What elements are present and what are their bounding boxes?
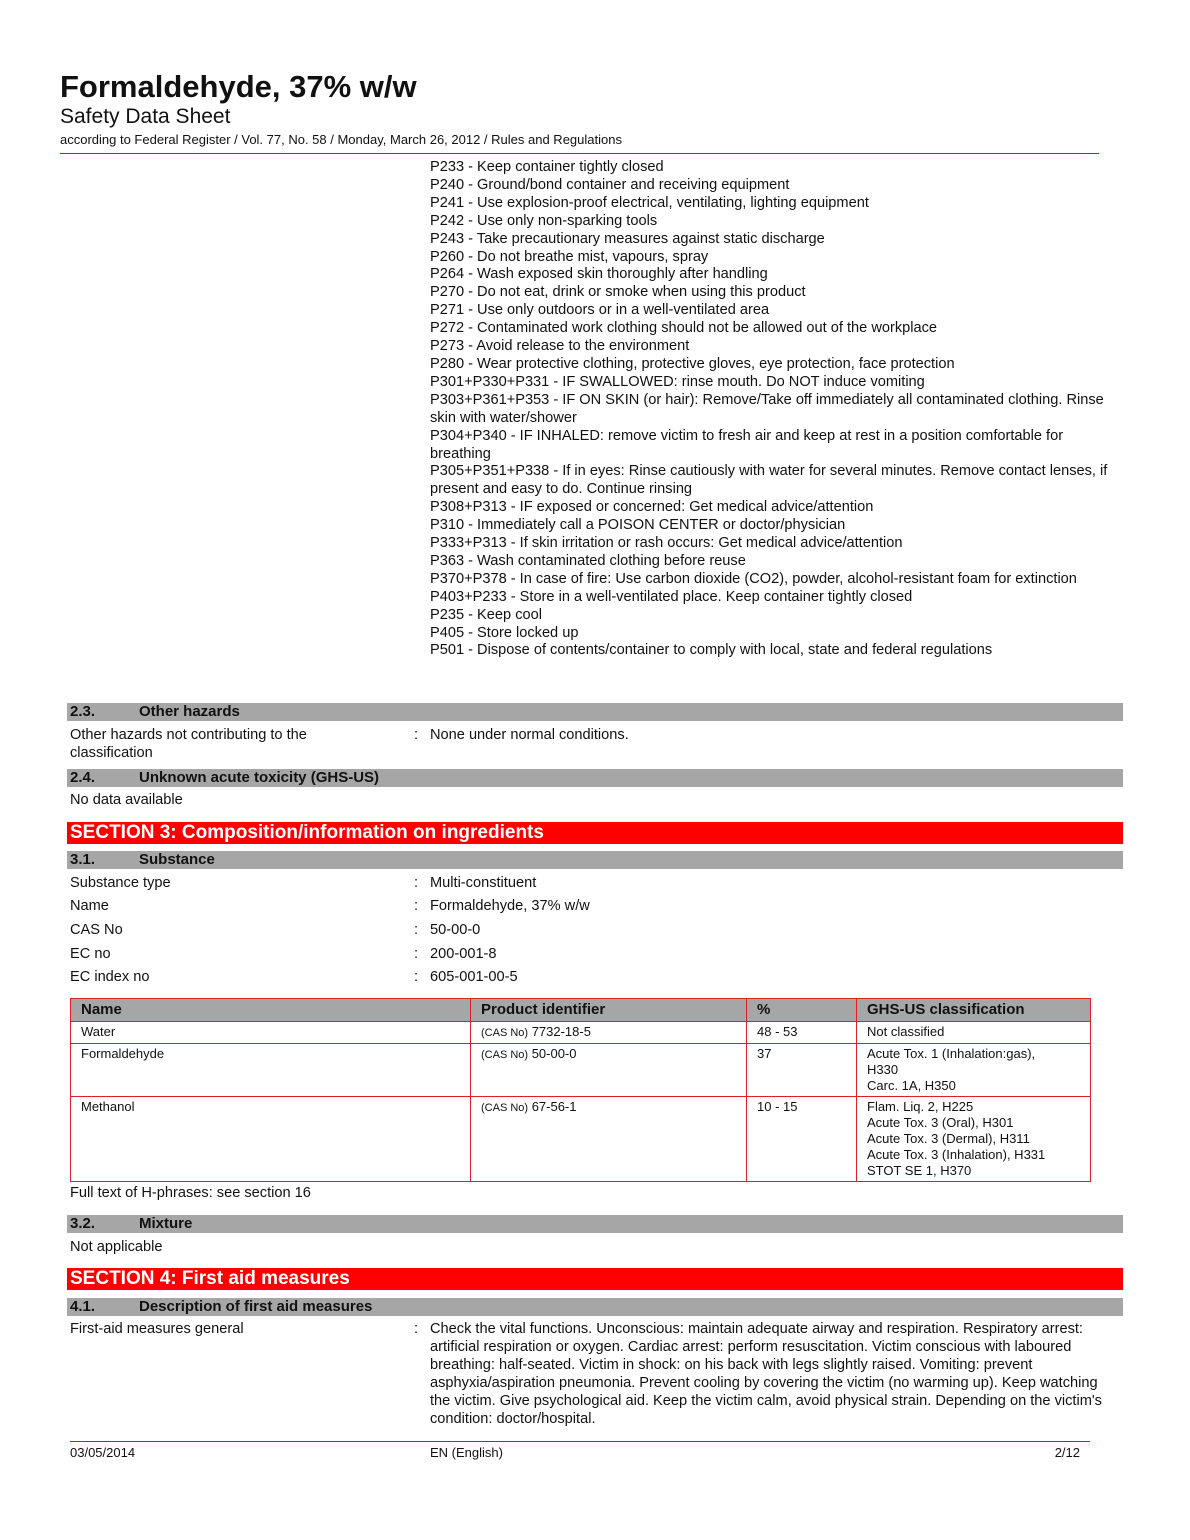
field-colon: : [414,969,419,985]
regulation-reference: according to Federal Register / Vol. 77, No. 58 / Monday, March 26, 2012 / Rules and Regulations [60,132,622,147]
precautionary-statement: P303+P361+P353 - IF ON SKIN (or hair): Remove/Take off immediately all contaminated clothing. Rinse skin with water/shower [430,391,1104,426]
footer-language: EN (English) [430,1445,503,1460]
precautionary-statement: P235 - Keep cool [430,606,542,623]
precautionary-statement: P370+P378 - In case of fire: Use carbon dioxide (CO2), powder, alcohol-resistant foam for extinction [430,570,1077,587]
ghs-line: Acute Tox. 3 (Inhalation), H331 [867,1147,1046,1162]
precautionary-statement: P272 - Contaminated work clothing should not be allowed out of the workplace [430,320,938,337]
ingredient-cas [471,1097,747,1182]
subsection-number: 2.4. [70,769,96,786]
cas-label: (CAS No) [481,1102,529,1114]
field-colon: : [414,898,419,914]
field-colon: : [414,875,419,891]
column-header-ghs-classification: GHS-US classification [857,999,1091,1022]
column-header-product-identifier: Product identifier [471,999,747,1022]
ingredient-cas [471,1044,747,1097]
header-divider [60,153,1099,154]
cas-no-value: 50-00-0 [430,922,481,938]
column-header-name: Name [71,999,471,1022]
precautionary-statement: P242 - Use only non-sparking tools [430,212,658,229]
field-colon: : [414,1321,419,1337]
ec-no-label: EC no [70,946,111,962]
ingredient-percent: 48 - 53 [747,1022,857,1044]
footer-divider [70,1441,1090,1442]
precautionary-statement: P241 - Use explosion-proof electrical, ventilating, lighting equipment [430,194,869,211]
section-header-4 [67,1268,1123,1290]
subsection-number: 3.2. [70,1215,96,1232]
table-row [71,1044,1091,1097]
precautionary-statements-list [430,159,1110,660]
precautionary-statement: P273 - Avoid release to the environment [430,338,690,355]
table-row [71,1022,1091,1044]
document-title: Formaldehyde, 37% w/w [60,69,417,104]
section-title: SECTION 4: First aid measures [70,1268,350,1289]
precautionary-statement: P270 - Do not eat, drink or smoke when using this product [430,284,806,301]
subsection-bar-2-4 [67,769,1123,787]
table-header-row [71,999,1091,1022]
precautionary-statement: P304+P340 - IF INHALED: remove victim to fresh air and keep at rest in a position comfortable for breathing [430,427,1064,462]
ingredients-table [70,998,1091,1182]
precautionary-statement: P240 - Ground/bond container and receiving equipment [430,176,790,193]
subsection-title: Unknown acute toxicity (GHS-US) [139,769,380,786]
cas-no-label: CAS No [70,922,123,938]
first-aid-general-value: Check the vital functions. Unconscious: maintain adequate airway and respiration. Respiratory arrest: artificial respiration or oxygen. Cardiac arrest: perform resuscitation. Victim conscious with laboured breathing: half-seated. Victim in shock: on his back with legs slightly raised. Vomiting: prevent asphyxia/aspiration pneumonia. Prevent cooling by covering the victim (no warming up). Keep watching the victim. Give psychological aid. Keep the victim calm, avoid physical strain. Depending on the victim's condition: doctor/hospital. [430,1321,1102,1427]
substance-type-label: Substance type [70,875,171,891]
acute-toxicity-text: No data available [70,792,183,808]
ghs-line: Flam. Liq. 2, H225 [867,1099,974,1114]
ec-no-value: 200-001-8 [430,946,497,962]
subsection-title: Substance [139,851,215,868]
ingredient-percent: 37 [747,1044,857,1097]
cas-number: 67-56-1 [531,1099,577,1114]
name-value: Formaldehyde, 37% w/w [430,898,590,914]
ingredient-name: Methanol [71,1097,471,1182]
subsection-title: Other hazards [139,703,240,720]
table-row [71,1097,1091,1182]
cas-label: (CAS No) [481,1027,529,1039]
precautionary-statement: P301+P330+P331 - IF SWALLOWED: rinse mouth. Do NOT induce vomiting [430,373,925,390]
precautionary-statement: P308+P313 - IF exposed or concerned: Get medical advice/attention [430,499,874,516]
ghs-line: H330 [867,1062,899,1077]
ghs-line: Carc. 1A, H350 [867,1078,956,1093]
field-colon: : [414,922,419,938]
cas-number: 50-00-0 [531,1046,577,1061]
ec-index-no-value: 605-001-00-5 [430,969,518,985]
section-header-3 [67,822,1123,844]
cas-number: 7732-18-5 [531,1024,591,1039]
ingredient-name: Water [71,1022,471,1044]
field-colon: : [414,946,419,962]
precautionary-statement: P243 - Take precautionary measures against static discharge [430,230,825,247]
mixture-text: Not applicable [70,1239,163,1255]
ghs-line: Acute Tox. 3 (Dermal), H311 [867,1131,1030,1146]
subsection-number: 4.1. [70,1298,96,1315]
ghs-line: Not classified [867,1024,945,1039]
precautionary-statement: P405 - Store locked up [430,624,579,641]
precautionary-statement: P501 - Dispose of contents/container to comply with local, state and federal regulations [430,642,993,659]
subsection-bar-3-2 [67,1215,1123,1233]
ingredient-ghs [857,1044,1091,1097]
precautionary-statement: P363 - Wash contaminated clothing before reuse [430,552,746,569]
h-phrases-note: Full text of H-phrases: see section 16 [70,1185,311,1201]
precautionary-statement: P264 - Wash exposed skin thoroughly after handling [430,266,768,283]
ingredient-ghs [857,1097,1091,1182]
footer-date: 03/05/2014 [70,1445,136,1460]
precautionary-statement: P280 - Wear protective clothing, protective gloves, eye protection, face protection [430,355,955,372]
subsection-title: Mixture [139,1215,193,1232]
ghs-line: Acute Tox. 3 (Oral), H301 [867,1115,1014,1130]
name-label: Name [70,898,109,914]
first-aid-general-label: First-aid measures general [70,1321,244,1337]
precautionary-statement: P233 - Keep container tightly closed [430,159,664,175]
precautionary-statement: P305+P351+P338 - If in eyes: Rinse cautiously with water for several minutes. Remove contact lenses, if present and easy to do. Continue rinsing [430,463,1108,498]
document-subtitle: Safety Data Sheet [60,105,231,128]
ingredient-ghs [857,1022,1091,1044]
precautionary-statement: P403+P233 - Store in a well-ventilated place. Keep container tightly closed [430,588,913,605]
footer-page-number: 2/12 [1054,1445,1080,1460]
ingredient-cas [471,1022,747,1044]
substance-type-value: Multi-constituent [430,875,537,891]
subsection-number: 2.3. [70,703,96,720]
cas-label: (CAS No) [481,1049,529,1061]
subsection-bar-3-1 [67,851,1123,869]
precautionary-statement: P310 - Immediately call a POISON CENTER or doctor/physician [430,517,846,534]
field-colon: : [414,727,419,743]
ghs-line: Acute Tox. 1 (Inhalation:gas), [867,1046,1036,1061]
precautionary-statement: P260 - Do not breathe mist, vapours, spray [430,248,709,265]
section-title: SECTION 3: Composition/information on ingredients [70,822,544,843]
subsection-bar-4-1 [67,1298,1123,1316]
ingredient-percent: 10 - 15 [747,1097,857,1182]
column-header-percent: % [747,999,857,1022]
ec-index-no-label: EC index no [70,969,150,985]
other-hazards-value: None under normal conditions. [430,727,629,743]
precautionary-statement: P271 - Use only outdoors or in a well-ventilated area [430,302,770,319]
ghs-line: STOT SE 1, H370 [867,1163,972,1178]
subsection-title: Description of first aid measures [139,1298,373,1315]
subsection-number: 3.1. [70,851,96,868]
precautionary-statement: P333+P313 - If skin irritation or rash occurs: Get medical advice/attention [430,535,903,552]
ingredient-name: Formaldehyde [71,1044,471,1097]
other-hazards-label: Other hazards not contributing to the classification [70,727,307,761]
subsection-bar-2-3 [67,703,1123,721]
